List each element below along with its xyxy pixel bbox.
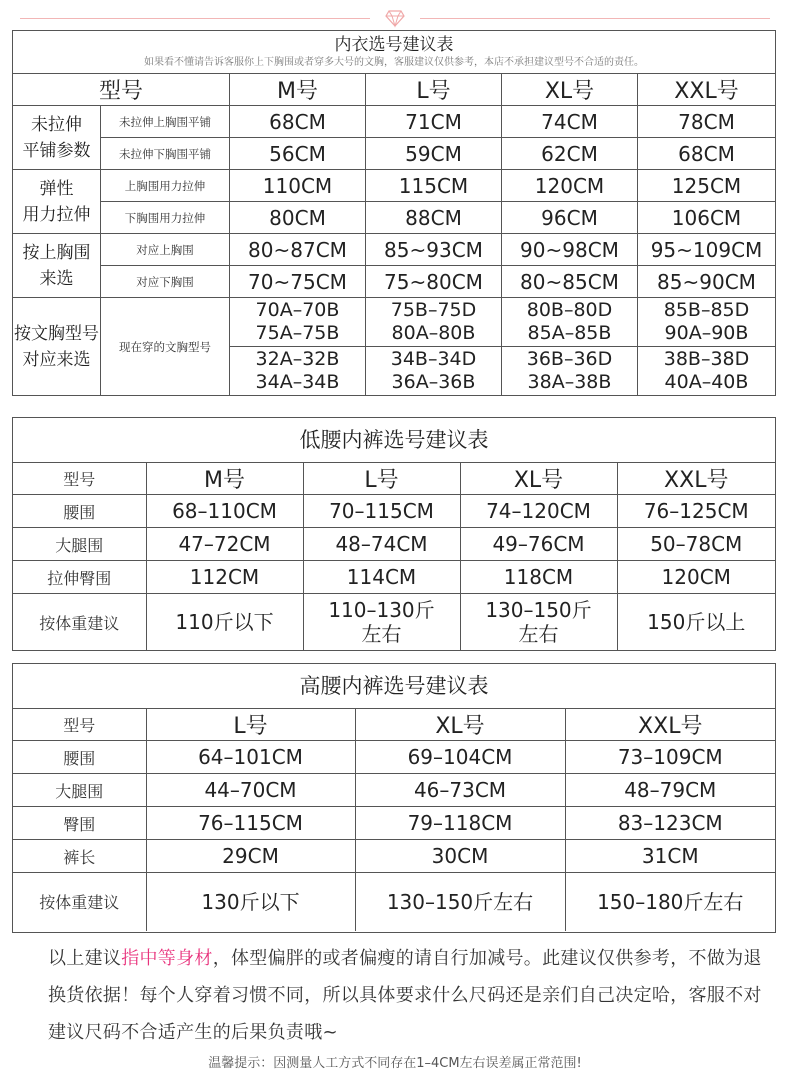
high-waist-grid [13,709,775,931]
table-row [13,234,776,266]
cell-value: 48–74CM [303,528,460,561]
row-label: 大腿围 [13,528,146,561]
cell-value: 150斤以上 [617,594,775,651]
header-l: L号 [366,74,502,106]
table-row [13,463,775,495]
cell-value: 130斤以下 [146,873,355,931]
cell-value: 38B–38D 40A–40B [638,347,776,396]
cell-value: 30CM [355,840,565,873]
cell-value: 114CM [303,561,460,594]
row-label: 拉伸臀围 [13,561,146,594]
header-xl: XL号 [460,463,617,495]
cell-value: 48–79CM [565,774,775,807]
cell-value: 76–125CM [617,495,775,528]
bra-table-title-cell [13,31,776,74]
header-model: 型号 [13,463,146,495]
cell-value: 70–115CM [303,495,460,528]
cell-value: 44–70CM [146,774,355,807]
cell-value: 71CM [366,106,502,138]
group-flat-params: 未拉伸 平铺参数 [13,106,101,170]
cell-value: 73–109CM [565,741,775,774]
table-row [13,266,776,298]
header-m: M号 [230,74,366,106]
cell-value: 85B–85D 90A–90B [638,298,776,347]
row-label: 裤长 [13,840,146,873]
low-waist-table [12,417,776,651]
cell-value: 70~75CM [230,266,366,298]
cell-value: 130–150斤左右 [355,873,565,931]
header-l: L号 [303,463,460,495]
cell-value: 68CM [230,106,366,138]
low-waist-grid [13,463,775,651]
table-row [13,594,775,651]
cell-value: 36B–36D 38A–38B [502,347,638,396]
row-label: 对应上胸围 [101,234,230,266]
cell-value: 120CM [502,170,638,202]
cell-value: 118CM [460,561,617,594]
cell-value: 120CM [617,561,775,594]
highlight-text: 指中等身材 [121,948,213,969]
header-xxl: XXL号 [617,463,775,495]
row-label: 未拉伸上胸围平铺 [101,106,230,138]
row-label: 上胸围用力拉伸 [101,170,230,202]
cell-value: 74CM [502,106,638,138]
size-advice-text: 以上建议指中等身材，体型偏胖的或者偏瘦的请自行加减号。此建议仅供参考，不做为退换货依据！每个人穿着习惯不同，所以具体要求什么尺码还是亲们自己决定哈，客服不对建议尺码不合适产生的后果负责哦~ [48,948,762,1043]
cell-value: 112CM [146,561,303,594]
cell-value: 74–120CM [460,495,617,528]
table-row [13,741,775,774]
cell-value: 56CM [230,138,366,170]
row-label: 对应下胸围 [101,266,230,298]
cell-value: 80B–80D 85A–85B [502,298,638,347]
header-model: 型号 [13,709,146,741]
cell-value: 62CM [502,138,638,170]
row-label: 未拉伸下胸围平铺 [101,138,230,170]
table-row [13,202,776,234]
row-label: 腰围 [13,741,146,774]
group-stretch: 弹性 用力拉伸 [13,170,101,234]
table-row [13,528,775,561]
group-by-bust: 按上胸围 来选 [13,234,101,298]
cell-value: 88CM [366,202,502,234]
cell-value: 80CM [230,202,366,234]
cell-value: 130–150斤 左右 [460,594,617,651]
cell-value: 95~109CM [638,234,776,266]
cell-value: 78CM [638,106,776,138]
group-by-bra-size: 按文胸型号 对应来选 [13,298,101,396]
deco-line-right [420,18,770,19]
header-xl: XL号 [355,709,565,741]
row-label: 现在穿的文胸型号 [101,298,230,396]
cell-value: 80~87CM [230,234,366,266]
cell-value: 69–104CM [355,741,565,774]
cell-value: 110–130斤 左右 [303,594,460,651]
row-label: 臀围 [13,807,146,840]
cell-value: 150–180斤左右 [565,873,775,931]
cell-value: 59CM [366,138,502,170]
deco-line-left [20,18,370,19]
cell-value: 80~85CM [502,266,638,298]
table-row [13,298,776,347]
measurement-tip: 温馨提示：因测量人工方式不同存在1–4CM左右误差属正常范围! [208,1056,582,1071]
table-row [13,170,776,202]
cell-value: 50–78CM [617,528,775,561]
table-row [13,495,775,528]
cell-value: 110CM [230,170,366,202]
table-row [13,561,775,594]
cell-value: 68CM [638,138,776,170]
row-label: 按体重建议 [39,613,120,633]
table-row [13,840,775,873]
header-xxl: XXL号 [638,74,776,106]
cell-value: 85~90CM [638,266,776,298]
cell-value: 115CM [366,170,502,202]
cell-value: 64–101CM [146,741,355,774]
cell-value: 83–123CM [565,807,775,840]
table-row [13,106,776,138]
cell-value: 96CM [502,202,638,234]
cell-value: 125CM [638,170,776,202]
cell-value: 46–73CM [355,774,565,807]
cell-value: 75~80CM [366,266,502,298]
table-row [13,138,776,170]
header-model: 型号 [13,74,230,106]
table-row [13,873,775,931]
cell-value: 106CM [638,202,776,234]
cell-value: 34B–34D 36A–36B [366,347,502,396]
cell-value: 75B–75D 80A–80B [366,298,502,347]
bra-size-table [12,30,776,396]
high-waist-title: 高腰内裤选号建议表 [13,664,775,709]
high-waist-table [12,663,776,933]
top-decoration [0,8,790,28]
cell-value: 32A–32B 34A–34B [230,347,366,396]
cell-value: 68–110CM [146,495,303,528]
table-row [13,807,775,840]
header-xl: XL号 [502,74,638,106]
cell-value: 76–115CM [146,807,355,840]
row-label: 腰围 [13,495,146,528]
low-waist-title: 低腰内裤选号建议表 [13,418,775,463]
cell-value: 47–72CM [146,528,303,561]
header-xxl: XXL号 [565,709,775,741]
bra-table-note: 如果看不懂请告诉客服你上下胸围或者穿多大号的文胸，客服建议仅供参考，本店不承担建议型号不合适的责任。 [144,57,644,68]
cell-value: 31CM [565,840,775,873]
header-l: L号 [146,709,355,741]
header-m: M号 [146,463,303,495]
cell-value: 110斤以下 [146,594,303,651]
cell-value: 70A–70B 75A–75B [230,298,366,347]
cell-value: 79–118CM [355,807,565,840]
table-row [13,774,775,807]
row-label: 大腿围 [13,774,146,807]
row-label: 按体重建议 [39,893,120,913]
diamond-icon [385,8,405,28]
row-label: 下胸围用力拉伸 [101,202,230,234]
cell-value: 49–76CM [460,528,617,561]
table-row [13,709,775,741]
cell-value: 29CM [146,840,355,873]
cell-value: 90~98CM [502,234,638,266]
bra-header-row [13,74,776,106]
bra-table-title: 内衣选号建议表 [334,35,454,55]
cell-value: 85~93CM [366,234,502,266]
